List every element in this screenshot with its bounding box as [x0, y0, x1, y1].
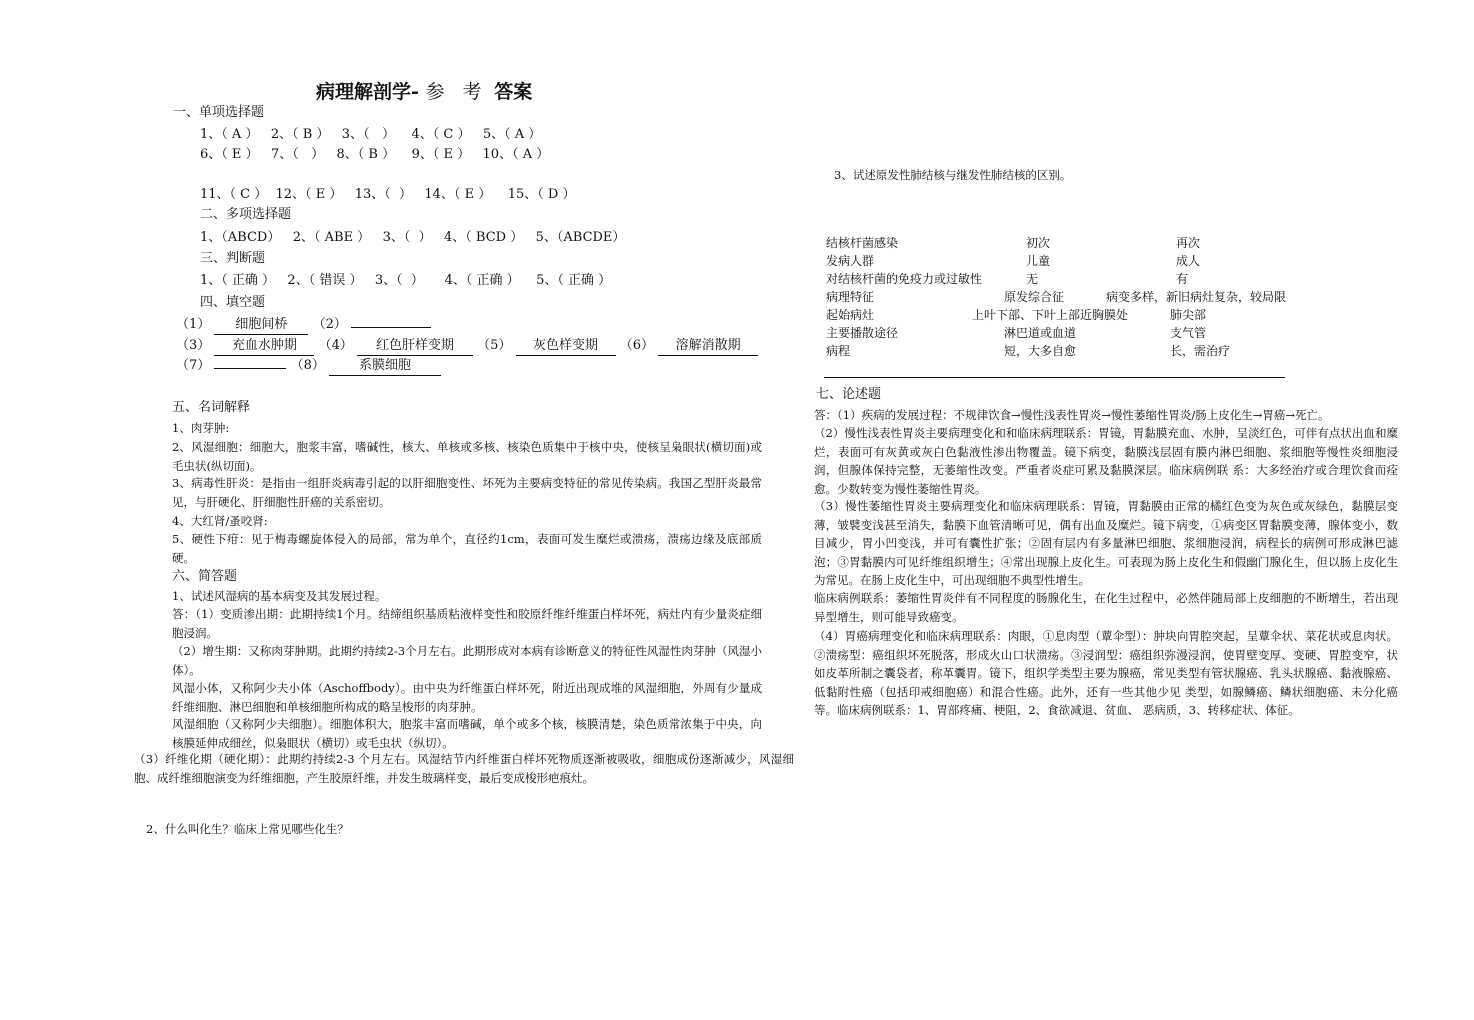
section-2-line-1: 1、（ABCD） 2、（ ABE ） 3、（ ） 4、（ BCD ） 5、（ABCDE） [200, 230, 626, 245]
section-1-line-2: 6、（ E ） 7、（ ） 8、（ B ） 9、（ E ） 10、（ A ） [200, 147, 550, 162]
table-cell: 上叶下部、下叶上部近胸膜处 [972, 308, 1129, 322]
section-1-line-1: 1、（ A ） 2、（ B ） 3、（ ） 4、（ C ） 5、（ A ） [200, 127, 542, 142]
page-title [316, 77, 532, 104]
table-cell: 原发综合征 [1004, 290, 1065, 304]
answer-1-part-2: （2）增生期：又称肉芽肿期。此期约持续2-3个月左右。此期形成对本病有诊断意义的特征性风湿性肉芽肿（风湿小体）。 [172, 644, 762, 677]
section-3-line-1: 1、（ 正确 ） 2、（ 错误 ） 3、（ ） 4、（ 正确 ） 5、（ 正确 ） [200, 273, 612, 288]
table-cell: 病变多样，新旧病灶复杂，较局限 [1106, 290, 1287, 304]
question-2: 2、什么叫化生？临床上常见哪些化生？ [146, 822, 349, 836]
table-cell: 对结核杆菌的免疫力或过敏性 [826, 272, 983, 286]
table-cell: 成人 [1176, 254, 1201, 268]
term-3: 3、病毒性肝炎：是指由一组肝炎病毒引起的以肝细胞变性、坏死为主要病变特征的常见传染病。我国乙型肝炎最常见，与肝硬化、肝细胞性肝癌的关系密切。 [172, 476, 762, 509]
question-3: 3、试述原发性肺结核与继发性肺结核的区别。 [834, 168, 1072, 182]
title-part-2: 参 考 [425, 81, 488, 103]
answer-1-part-5: （3）纤维化期（硬化期）：此期约持续2-3 个月左右。风湿结节内纤维蛋白样坏死物质逐渐被吸收，细胞成份逐渐减少，风湿细胞、成纤维细胞演变为纤维细胞，产生胶原纤维，并发生玻璃样变，最后变成梭形疤痕灶。 [134, 752, 794, 785]
fill-answer: 红色肝样变期 [357, 337, 473, 356]
fill-row-1 [176, 316, 431, 335]
essay-paragraph-1: 答：（1）疾病的发展过程：不规律饮食→慢性浅表性胃炎→慢性萎缩性胃炎/肠上皮化生→胃癌→死亡。 [814, 408, 1330, 422]
table-cell: 起始病灶 [826, 308, 875, 322]
section-5-heading: 五、名词解释 [172, 400, 251, 415]
table-cell: 病程 [826, 344, 851, 358]
table-cell: 淋巴道或血道 [1004, 326, 1077, 340]
answer-1-part-3: 风湿小体，又称阿少夫小体（Aschoffbody）。由中央为纤维蛋白样坏死，附近出现成堆的风湿细胞，外周有少量成纤维细胞、淋巴细胞和单核细胞所构成的略呈梭形的肉芽肿。 [172, 681, 762, 714]
section-1-line-3: 11、（ C ） 12、（ E ） 13、（ ） 14、（ E ） 15、（ D ） [200, 187, 576, 202]
essay-paragraph-2: （2）慢性浅表性胃炎主要病理变化和和临床病理联系：胃镜，胃黏膜充血、水肿，呈淡红色，可伴有点状出血和糜烂，表面可有灰黄或灰白色黏液性渗出物覆盖。镜下病变，黏膜浅层固有膜内淋巴细胞、浆细胞等慢性炎细胞浸润，但腺体保持完整，无萎缩性改变。严重者炎症可累及黏膜深层。临床病例联 系：大多经治疗或合理饮食而痊愈。少数转变为慢性萎缩性胃炎。 [814, 426, 1398, 496]
fill-number: （2） [312, 317, 347, 332]
term-4: 4、大红肾/蚤咬肾: [172, 514, 268, 528]
table-cell: 短，大多自愈 [1004, 344, 1077, 358]
term-1: 1、肉芽肿: [172, 421, 230, 435]
table-cell: 儿童 [1026, 254, 1051, 268]
table-cell: 无 [1026, 272, 1039, 286]
essay-paragraph-3: （3）慢性萎缩性胃炎主要病理变化和临床病理联系：胃镜，胃黏膜由正常的橘红色变为灰色或灰绿色，黏膜层变薄，皱襞变浅甚至消失，黏膜下血管清晰可见，偶有出血及糜烂。镜下病变，①病变区胃黏膜变薄，腺体变小，数目减少，胃小凹变浅，并可有囊性扩张；②固有层内有多量淋巴细胞、浆细胞浸润，病程长的病例可形成淋巴滤泡；③胃黏膜内可见纤维组织增生；④常出现腺上皮化生。可表现为肠上皮化生和假幽门腺化生，但以肠上皮化生为常见。在肠上皮化生中，可出现细胞不典型性增生。 [814, 499, 1398, 587]
fill-answer: 系膜细胞 [329, 357, 441, 376]
fill-number: （5） [477, 338, 512, 353]
fill-answer: 充血水肿期 [214, 337, 314, 356]
table-cell: 初次 [1026, 236, 1051, 250]
fill-number: （1） [176, 317, 211, 332]
fill-number: （8） [290, 358, 325, 373]
fill-row-2 [176, 337, 758, 356]
fill-number: （7） [176, 358, 211, 373]
answer-1-part-4: 风湿细胞（又称阿少夫细胞）。细胞体积大，胞浆丰富而嗜碱，单个或多个核，核膜清楚，染色质常浓集于中央，向核膜延伸成细丝，似枭眼状（横切）或毛虫状（纵切）。 [172, 717, 762, 750]
table-cell: 有 [1176, 272, 1189, 286]
essay-paragraph-4: 临床病例联系：萎缩性胃炎伴有不同程度的肠腺化生，在化生过程中，必然伴随局部上皮细胞的不断增生，若出现异型增生，则可能导致癌变。 [814, 591, 1398, 624]
divider-line [824, 377, 1285, 378]
fill-number: （4） [318, 338, 353, 353]
table-cell: 病理特征 [826, 290, 875, 304]
answer-1-part-1: 答：（1）变质渗出期：此期持续1个月。结缔组织基质粘液样变性和胶原纤维纤维蛋白样坏死，病灶内有少量炎症细胞浸润。 [172, 607, 762, 640]
essay-paragraph-5: （4）胃癌病理变化和临床病理联系：肉眼，①息肉型（蕈伞型）：肿块向胃腔突起，呈蕈伞状、菜花状或息肉状。②溃疡型：癌组织坏死脱落，形成火山口状溃疡。③浸润型：癌组织弥漫浸润，使胃壁变厚、变硬、胃腔变窄，状如皮革所制之囊袋者，称革囊胃。镜下，组织学类型主要为腺癌，常见类型有管状腺癌、乳头状腺癌、黏液腺癌、低黏附性癌（包括印戒细胞癌）和混合性癌。此外，还有一些其他少见 类型，如腺鳞癌、鳞状细胞癌、未分化癌等。临床病例联系：1、胃部疼痛、梗阻，2、食欲减退、贫血、 恶病质，3、转移症状、体征。 [814, 629, 1398, 717]
table-cell: 长，需治疗 [1170, 344, 1231, 358]
question-1: 1、试述风湿病的基本病变及其发展过程。 [172, 589, 387, 603]
term-2: 2、风湿细胞：细胞大，胞浆丰富，嗜碱性，核大、单核或多核、核染色质集中于核中央，使核呈枭眼状(横切面)或毛虫状(纵切面)。 [172, 440, 762, 473]
table-cell: 发病人群 [826, 254, 875, 268]
fill-answer: 细胞间桥 [214, 316, 308, 335]
section-1-heading: 一、单项选择题 [173, 105, 265, 120]
fill-number: （3） [176, 338, 211, 353]
fill-number: （6） [619, 338, 654, 353]
section-6-heading: 六、简答题 [172, 569, 238, 584]
fill-row-3 [176, 357, 441, 376]
table-cell: 主要播散途径 [826, 326, 899, 340]
table-cell: 肺尖部 [1170, 308, 1207, 322]
fill-answer: 灰色样变期 [516, 337, 616, 356]
section-2-heading: 二、多项选择题 [200, 207, 292, 222]
title-part-3: 答案 [494, 81, 533, 103]
section-7-heading: 七、论述题 [816, 387, 882, 402]
section-3-heading: 三、判断题 [200, 251, 266, 266]
fill-answer [214, 368, 286, 369]
fill-answer [351, 327, 431, 328]
title-part-1: 病理解剖学- [316, 81, 419, 103]
table-cell: 支气管 [1170, 326, 1207, 340]
table-cell: 结核杆菌感染 [826, 236, 899, 250]
fill-answer: 溶解消散期 [658, 337, 758, 356]
section-4-heading: 四、填空题 [200, 295, 266, 310]
term-5: 5、硬性下疳：见于梅毒螺旋体侵入的局部，常为单个，直径约1cm，表面可发生糜烂或溃疡，溃疡边缘及底部质硬。 [172, 532, 762, 565]
table-cell: 再次 [1176, 236, 1201, 250]
